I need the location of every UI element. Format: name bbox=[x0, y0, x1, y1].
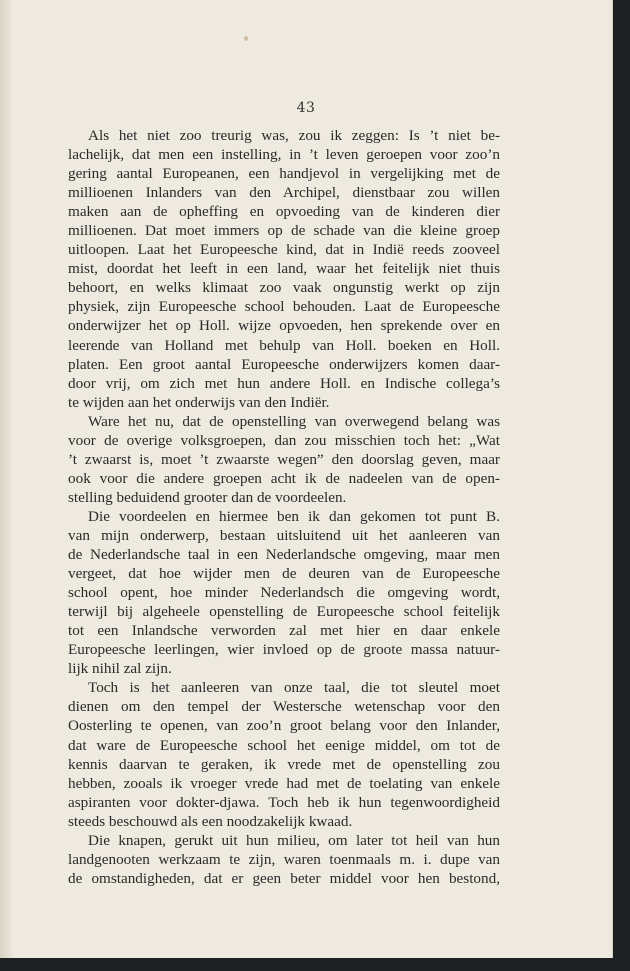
text-line: tot een Inlandsche verworden zal met hier en daar enkele bbox=[68, 622, 500, 640]
page-gutter bbox=[0, 0, 14, 958]
text-line: leerende van Holland met behulp van Holl. boeken en Holl. bbox=[68, 336, 500, 354]
text-line: lijk nihil zal zijn. bbox=[68, 660, 172, 678]
text-line: Die knapen, gerukt uit hun milieu, om later tot heil van hun bbox=[88, 831, 500, 849]
text-line: millioenen. Dat moet immers op de schade van die kleine groep bbox=[68, 222, 500, 240]
text-line: terwijl bij algeheele openstelling de Europeesche school feitelijk bbox=[68, 603, 500, 621]
paper-speck bbox=[244, 36, 248, 41]
text-line: stelling beduidend grooter dan de voordeelen. bbox=[68, 488, 347, 506]
text-line: Die voordeelen en hiermee ben ik dan gekomen tot punt B. bbox=[88, 507, 500, 525]
text-line: steeds beschouwd als een noodzakelijk kwaad. bbox=[68, 812, 353, 830]
text-line: van mijn onderwerp, bestaan uitsluitend uit het aanleeren van bbox=[68, 526, 500, 544]
text-line: aspiranten voor dokter-djawa. Toch heb ik hun tegenwoordigheid bbox=[68, 793, 500, 811]
text-line: voor de overige volksgroepen, dan zou misschien toch het: „Wat bbox=[68, 431, 500, 449]
text-line: mist, doordat het leeft in een land, waar het feitelijk niet thuis bbox=[68, 260, 500, 278]
page-number: 43 bbox=[296, 100, 316, 116]
text-line: behoort, en welks klimaat zoo vaak ongunstig werkt op zijn bbox=[68, 279, 500, 297]
paragraph bbox=[68, 678, 500, 830]
text-line: uitloopen. Laat het Europeesche kind, dat in Indië reeds zooveel bbox=[68, 241, 500, 259]
text-line: platen. Een groot aantal Europeesche onderwijzers komen daar- bbox=[68, 355, 500, 373]
text-line: ook voor die andere groepen acht ik de nadeelen van de open- bbox=[68, 469, 500, 487]
text-line: ’t zwaarst is, moet ’t zwaarste wegen” den doorslag geven, maar bbox=[68, 450, 500, 468]
text-line: gering aantal Europeanen, een handjevol in vergelijking met de bbox=[68, 165, 500, 183]
body-text bbox=[68, 126, 500, 888]
paragraph bbox=[68, 126, 500, 412]
text-line: Ware het nu, dat de openstelling van overwegend belang was bbox=[88, 412, 500, 430]
text-line: Toch is het aanleeren van onze taal, die tot sleutel moet bbox=[88, 679, 500, 697]
paragraph bbox=[68, 831, 500, 888]
text-line: landgenooten werkzaam te zijn, waren toenmaals m. i. dupe van bbox=[68, 850, 500, 868]
text-line: Oosterling te openen, van zoo’n groot belang voor den Inlander, bbox=[68, 717, 500, 735]
text-line: dat ware de Europeesche school het eenige middel, om tot de bbox=[68, 736, 500, 754]
paragraph bbox=[68, 412, 500, 507]
text-line: millioenen Inlanders van den Archipel, dienstbaar zou willen bbox=[68, 184, 500, 202]
text-line: lachelijk, dat men een instelling, in ’t leven geroepen voor zoo’n bbox=[68, 146, 500, 164]
text-line: physiek, zijn Europeesche school behouden. Laat de Europeesche bbox=[68, 298, 500, 316]
text-line: de omstandigheden, dat er geen beter middel voor hen bestond, bbox=[68, 869, 500, 887]
text-line: kennis daarvan te geraken, ik vrede met de openstelling zou bbox=[68, 755, 500, 773]
text-line: Als het niet zoo treurig was, zou ik zeggen: Is ’t niet be- bbox=[88, 127, 500, 144]
text-line: te wijden aan het onderwijs van den Indiër. bbox=[68, 393, 330, 411]
text-line: school opent, hoe minder Nederlandsch die omgeving wordt, bbox=[68, 584, 500, 602]
text-line: dienen om den tempel der Westersche wetenschap voor den bbox=[68, 698, 500, 716]
text-line: maken aan de opheffing en opvoeding van de kinderen dier bbox=[68, 203, 500, 221]
text-line: de Nederlandsche taal in een Nederlandsche omgeving, maar men bbox=[68, 546, 500, 564]
text-line: door vrij, om zich met hun andere Holl. en Indische collega’s bbox=[68, 374, 500, 392]
paragraph bbox=[68, 507, 500, 678]
text-line: vergeet, dat hoe wijder men de deuren van de Europeesche bbox=[68, 565, 500, 583]
text-line: hebben, zooals ik vroeger vrede had met de toelating van enkele bbox=[68, 774, 500, 792]
text-line: onderwijzer het op Holl. wijze opvoeden, hen sprekende over en bbox=[68, 317, 500, 335]
text-line: Europeesche leerlingen, wier invloed op de groote massa natuur- bbox=[68, 641, 500, 659]
